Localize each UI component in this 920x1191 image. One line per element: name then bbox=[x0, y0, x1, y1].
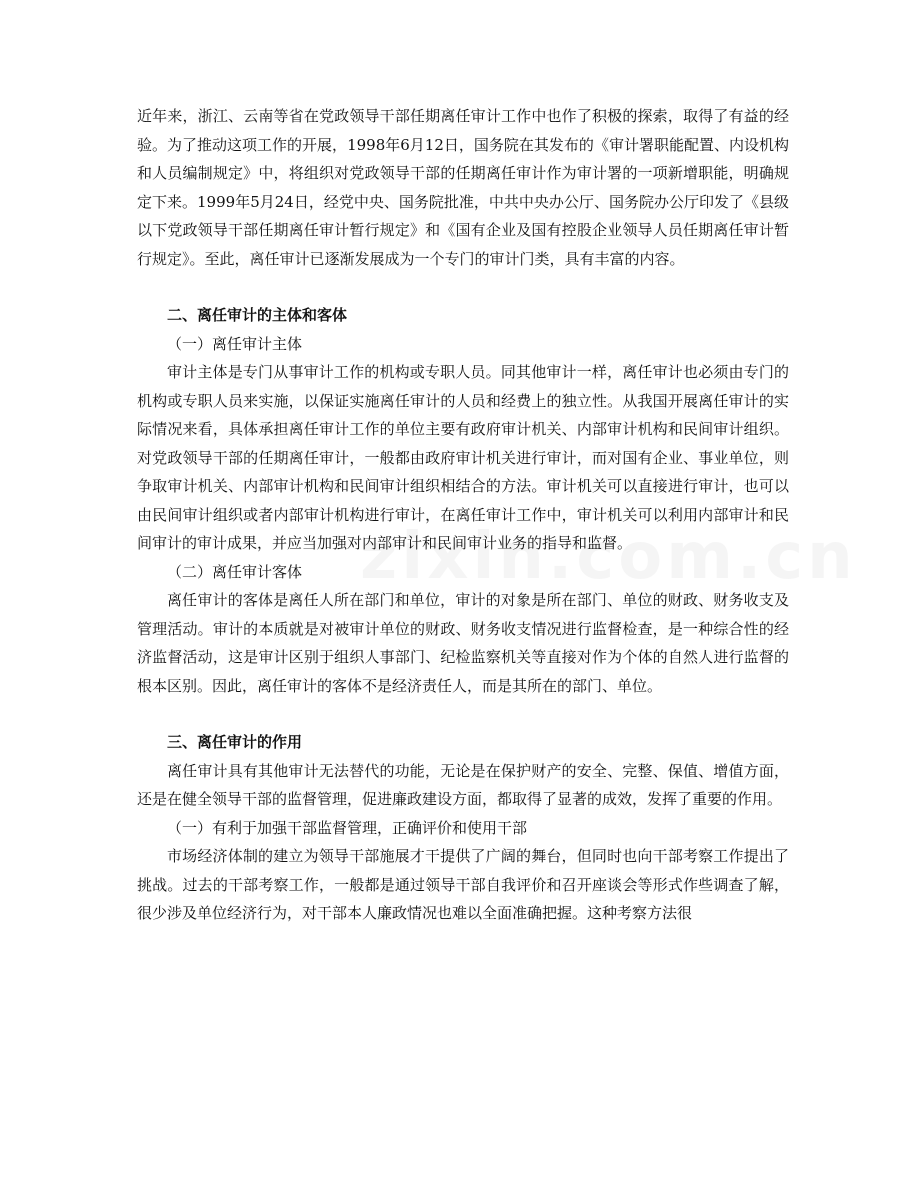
section-2-sub-2-heading: （二）离任审计客体 bbox=[167, 562, 303, 581]
intro-paragraph: 近年来，浙江、云南等省在党政领导干部任期离任审计工作中也作了积极的探索，取得了有益的经验。为了推动这项工作的开展，1998年6月12日，国务院在其发布的《审计署职能配置、内设机构和人员编制规定》中，将组织对党政领导干部的任期离任审计作为审计署的一项新增职能，明确规定下来。1999年5月24日，经党中央、国务院批准，中共中央办公厅、国务院办公厅印发了《县级以下党政领导干部任期离任审计暂行规定》和《国有企业及国有控股企业领导人员任期离任审计暂行规定》。至此，离任审计已逐渐发展成为一个专门的审计门类，具有丰富的内容。 bbox=[137, 107, 789, 268]
document-body bbox=[137, 102, 789, 928]
section-2-heading: 二、离任审计的主体和客体 bbox=[167, 306, 348, 324]
section-2-sub-2-paragraph: 离任审计的客体是离任人所在部门和单位，审计的对象是所在部门、单位的财政、财务收支及管理活动。审计的本质就是对被审计单位的财政、财务收支情况进行监督检查，是一种综合性的经济监督活动，这是审计区别于组织人事部门、纪检监察机关等直接对作为个体的自然人进行监督的根本区别。因此，离任审计的客体不是经济责任人，而是其所在的部门、单位。 bbox=[137, 591, 789, 695]
section-3-paragraph: 离任审计具有其他审计无法替代的功能，无论是在保护财产的安全、完整、保值、增值方面，还是在健全领导干部的监督管理，促进廉政建设方面，都取得了显著的成效，发挥了重要的作用。 bbox=[137, 761, 789, 808]
section-3-heading: 三、离任审计的作用 bbox=[167, 733, 303, 751]
section-2-sub-1-heading: （一）离任审计主体 bbox=[167, 334, 303, 353]
section-3-sub-1-heading: （一）有利于加强干部监督管理，正确评价和使用干部 bbox=[167, 818, 528, 837]
section-3-sub-1-paragraph: 市场经济体制的建立为领导干部施展才干提供了广阔的舞台，但同时也向干部考察工作提出了挑战。过去的干部考察工作，一般都是通过领导干部自我评价和召开座谈会等形式作些调查了解，很少涉及单位经济行为，对干部本人廉政情况也难以全面准确把握。这种考察方法很 bbox=[137, 847, 789, 922]
section-2-sub-1-paragraph: 审计主体是专门从事审计工作的机构或专职人员。同其他审计一样，离任审计也必须由专门的机构或专职人员来实施，以保证实施离任审计的人员和经费上的独立性。从我国开展离任审计的实际情况来看，具体承担离任审计工作的单位主要有政府审计机关、内部审计机构和民间审计组织。对党政领导干部的任期离任审计，一般都由政府审计机关进行审计，而对国有企业、事业单位，则争取审计机关、内部审计机构和民间审计组织相结合的方法。审计机关可以直接进行审计，也可以由民间审计组织或者内部审计机构进行审计，在离任审计工作中，审计机关可以利用内部审计和民间审计的审计成果，并应当加强对内部审计和民间审计业务的指导和监督。 bbox=[137, 363, 789, 552]
spacer bbox=[137, 273, 789, 301]
spacer bbox=[137, 700, 789, 728]
